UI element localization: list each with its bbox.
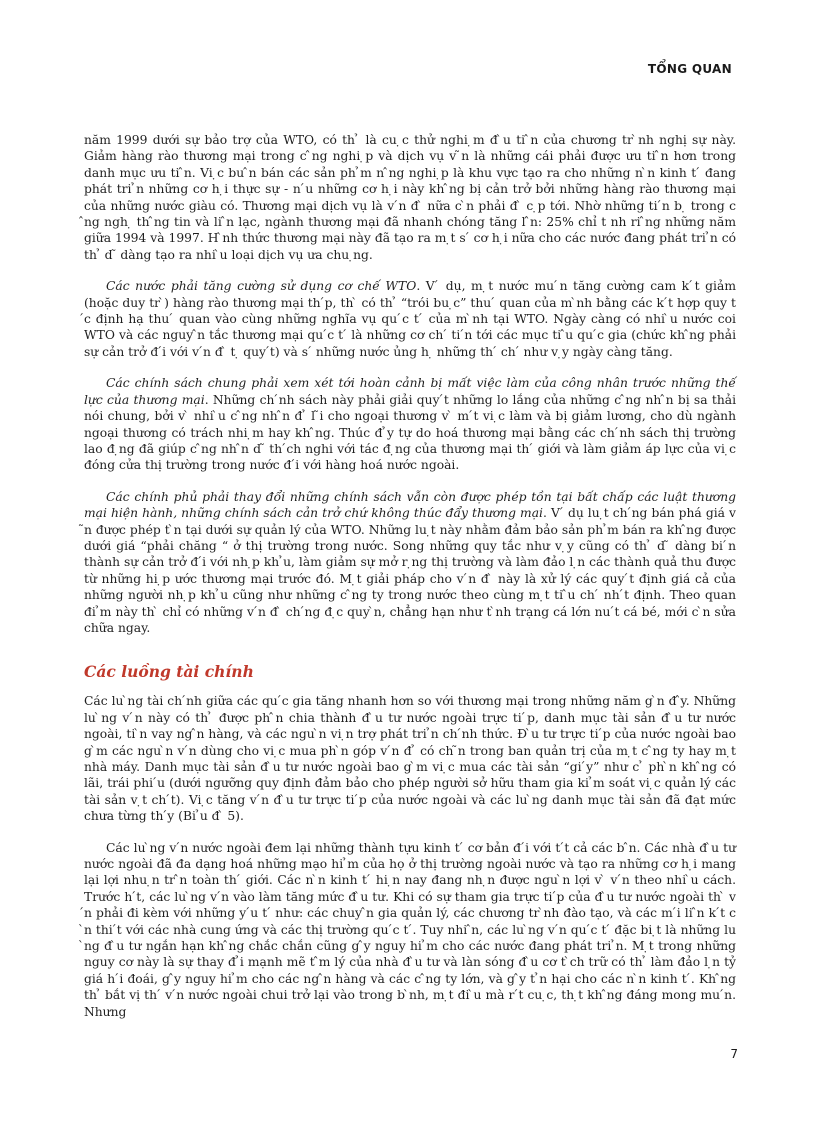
paragraph — [84, 840, 736, 1020]
paragraph — [84, 489, 736, 637]
running-header: TỔNG QUAN — [647, 62, 732, 76]
paragraph-lead: Các chính sách chung phải xem xét tới hoàn cảnh bị mất việc làm của công nhân trước những thế lực của thương mại — [84, 376, 736, 407]
paragraph-text: . V ́ dụ, m ̣t nước mu ́n tăng cường cam k ́t giảm (hoặc duy tr ̀) hàng rào thương mại th ́p, th ̀ có th ̉ “trói bu ̣c” thu ́ quan của m ̀nh bằng các k ́t hợp quy t ́c định hạ thu ́ quan vào cùng những nghĩa vụ qu ́c t ́ của m ̀nh tại WTO. Ngày càng có nhi ̀u nước coi WTO và các nguy ̂n tắc thương mại qu ́c t ́ là những cơ ch ́ ti ́n tới các mục ti ̂u qu ́c gia (chức kh ̂ng phải sự cản trở đ ́i với v ́n đ ̀ t ̣ quy ́t) và s ́ những nước ủng h ̣ những th ́ ch ́ như v ̣y ngày càng tăng. — [84, 279, 736, 359]
paragraph-lead: Các nước phải tăng cường sử dụng cơ chế WTO — [106, 279, 417, 294]
section-heading: Các luồng tài chính — [84, 662, 254, 682]
paragraph-text: Các lu ̀ng v ́n nước ngoài đem lại những thành tựu kinh t ́ cơ bản đ ́i với t ́t cả các b ̂n. Các nhà đ ̀u tư nước ngoài đã đa dạng hoá những mạo hi ̉m của họ ở thị trường ngoài nước và tạo ra những cơ h ̣i mang lại lợi nhu ̣n tr ̂n toàn th ́ giới. Các n ̀n kinh t ́ hi ̣n nay đang nh ̣n được ngu ̀n lợi v ̀ v ́n theo nhi ̀u cách. Trước h ́t, các lu ̀ng v ́n vào làm tăng mức đ ̀u tư. Khi có sự tham gia trực ti ́p của đ ̀u tư nước ngoài th ̀ v ́n phải đi kèm với những y ́u t ́ như: các chuy ̂n gia quản lý, các chương tr ̀nh đào tạo, và các m ́i li ̂n k ́t c ̀n thi ́t với các nhà cung ứng và các thị trường qu ́c t ́. Tuy nhi ̂n, các lu ̀ng v ́n qu ́c t ́ đặc bi ̣t là những lu ̀ng đ ̀u tư ngắn hạn kh ̂ng chắc chắn cũng g ̂y nguy hi ̉m cho các nước đang phát tri ̉n. M ̣t trong những nguy cơ này là sự thay đ ̉i mạnh mẽ t ̂m lý của nhà đ ̀u tư và làn sóng đ ̀u cơ t ̀ch trữ có th ̉ làm đảo l ̣n tỷ giá h ́i đoái, g ̂y nguy hi ̉m cho các ng ̂n hàng và các c ̂ng ty lớn, và g ̂y t ̉n hại cho các n ̀n kinh t ́. Kh ̂ng th ̉ bắt vị th ́ v ́n nước ngoài chui trở lại vào trong b ̀nh, m ̣t đi ̀u mà r ́t cu ̣c, th ̣t kh ̂ng đáng mong mu ́n. Nhưng — [84, 840, 736, 1019]
page-number: 7 — [730, 1047, 738, 1061]
paragraph — [84, 132, 736, 263]
paragraph-text: năm 1999 dưới sự bảo trợ của WTO, có th ̉ là cu ̣c thử nghi ̣m đ ̀u ti ̂n của chương tr ̀nh nghị sự này. Giảm hàng rào thương mại trong c ̂ng nghi ̣p và dịch vụ v ̃n là những cái phải được ưu ti ̂n hơn trong danh mục ưu ti ̂n. Vi ̣c bu ̂n bán các sản ph ̉m n ̂ng nghi ̣p là khu vực tạo ra cho những n ̀n kinh t ́ đang phát tri ̉n những cơ h ̣i thực sự - n ́u những cơ h ̣i này kh ̂ng bị cản trở bởi những hàng rào thương mại của những nước giàu có. Thương mại dịch vụ là v ́n đ ̀ nữa c ̀n phải đ ̀ c ̣p tới. Nhờ những ti ́n b ̣ trong c ̂ng ngh ̣ th ̂ng tin và li ̂n lạc, ngành thương mại đã nhanh chóng tăng l ̂n: 25% chỉ t nh ri ̂ng những năm giữa 1994 và 1997. H ̀nh thức thương mại này đã tạo ra m ̣t s ́ cơ h ̣i nữa cho các nước đang phát tri ̉n có th ̉ d ̃ dàng tạo ra nhi ̀u loại dịch vụ ưa chu ̣ng. — [84, 133, 736, 262]
paragraph-text: Các lu ̀ng tài ch ́nh giữa các qu ́c gia tăng nhanh hơn so với thương mại trong những năm g ̀n đ ̂y. Những lu ̀ng v ́n này có th ̉ được ph ̂n chia thành đ ̀u tư nước ngoài trực ti ́p, danh mục tài sản đ ̀u tư nước ngoài, ti ̀n vay ng ̂n hàng, và các ngu ̀n vi ̣n trợ phát tri ̉n ch ́nh thức. Đ ̀u tư trực ti ́p của nước ngoài bao g ̀m các ngu ̀n v ́n dùng cho vi ̣c mua ph ̀n góp v ́n đ ̉ có ch ̃n trong ban quản trị của m ̣t c ̂ng ty hay m ̣t nhà máy. Danh mục tài sản đ ̀u tư nước ngoài bao g ̀m vi ̣c mua các tài sản “gi ́y” như c ̉ ph ̀n kh ̂ng có lãi, trái phi ́u (dưới ngưỡng quy định đảm bảo cho phép người sở hữu tham gia ki ̉m soát vi ̣c quản lý các tài sản v ̣t ch ́t). Vi ̣c tăng v ́n đ ̀u tư trực ti ́p của nước ngoài và các lu ̀ng danh mục tài sản đã đạt mức chưa từng th ́y (Bi ̉u đ ̀ 5). — [84, 694, 736, 824]
page-body — [84, 132, 736, 1035]
paragraph-lead: Các chính phủ phải thay đổi những chính sách vẫn còn được phép tồn tại bất chấp các luật thương mại hiện hành, những chính sách cản trở chứ không thúc đẩy thương mại — [84, 489, 736, 521]
paragraph — [84, 375, 736, 473]
paragraph-text: . V ́ dụ lu ̣t ch ́ng bán phá giá v ̃n được phép t ̀n tại dưới sự quản lý của WTO. Những lu ̣t này nhằm đảm bảo sản ph ̉m bán ra kh ̂ng được dưới giá “phải chăng “ ở thị trường trong nước. Song những quy tắc như v ̣y cũng có th ̉ d ̃ dàng bi ́n thành sự cản trở đ ́i với nh ̣p kh ̉u, làm giảm sự mở r ̣ng thị trường và làm đảo l ̣n các thành quả thu được từ những hi ̣p ước thương mại trước đó. M ̣t giải pháp cho v ́n đ ̀ này là xử lý các quy ́t định giá cả của những người nh ̣p kh ̉u cũng như những c ̂ng ty trong nước theo cùng m ̣t ti ̂u ch ́ nh ́t định. Theo quan đi ̉m này th ̀ chỉ có những v ́n đ ̀ ch ́ng đ ̣c quy ̀n, chẳng hạn như t ̀nh trạng cá lớn nu ́t cá bé, mới c ̀n sửa chữa ngay. — [84, 506, 736, 635]
paragraph — [84, 278, 736, 360]
paragraph-text: . Những ch ́nh sách này phải giải quy ́t những lo lắng của những c ̂ng nh ̂n bị sa thải nói chung, bởi v ̀ nhi ̀u c ̂ng nh ̂n đ ̉ l ̃i cho ngoại thương v ̀ m ́t vi ̣c làm và bị giảm lương, cho dù ngành ngoại thương có trách nhi ̣m hay kh ̂ng. Thúc đ ̉y tự do hoá thương mại bằng các ch ́nh sách thị trường lao đ ̣ng đã giúp c ̂ng nh ̂n d ̃ th ́ch nghi với tác đ ̣ng của thương mại th ́ giới và làm giảm áp lực của vi ̣c đóng cửa thị trường trong nước đ ́i với hàng hoá nước ngoài. — [84, 392, 736, 473]
paragraph — [84, 693, 736, 824]
